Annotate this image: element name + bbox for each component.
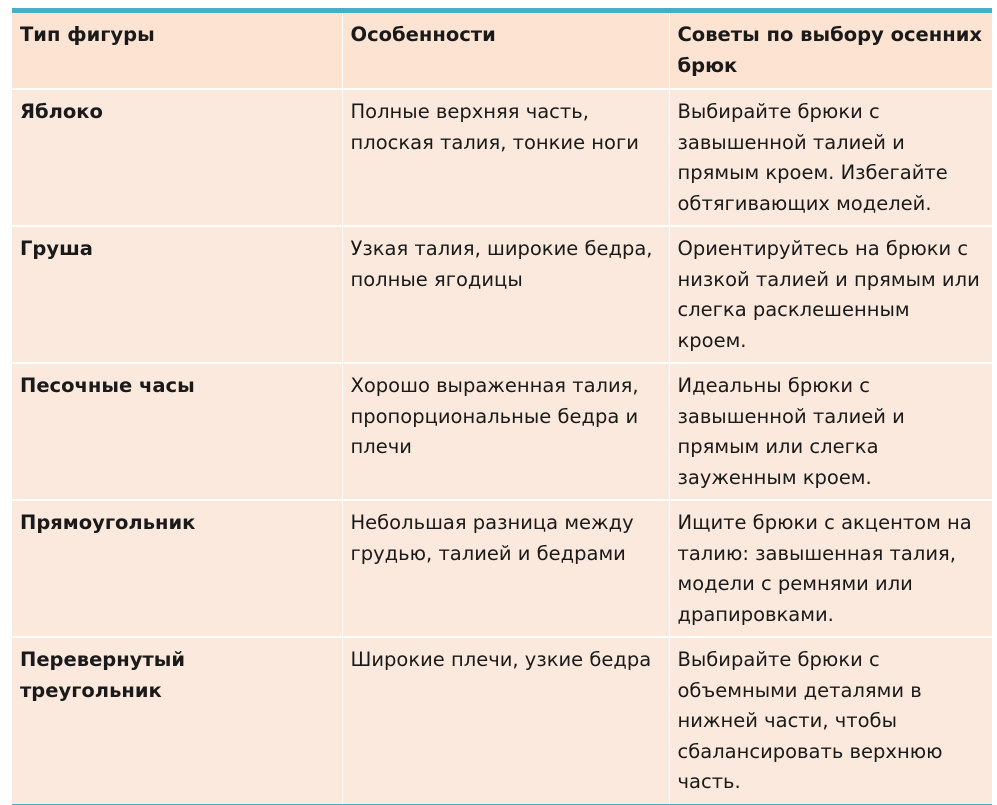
tips-cell: Выбирайте брюки с объемными деталями в нижней части, чтобы сбалансировать верхнюю часть. <box>669 637 992 804</box>
table-row <box>12 500 992 637</box>
tips-cell: Ищите брюки с акцентом на талию: завышенная талия, модели с ремнями или драпировками. <box>669 500 992 637</box>
header-features: Особенности <box>342 13 669 89</box>
figure-type-cell: Песочные часы <box>12 363 342 500</box>
features-cell: Полные верхняя часть, плоская талия, тонкие ноги <box>342 89 669 226</box>
table-header-row <box>12 13 992 89</box>
tips-cell: Идеальны брюки с завышенной талией и прямым или слегка зауженным кроем. <box>669 363 992 500</box>
features-cell: Хорошо выраженная талия, пропорциональные бедра и плечи <box>342 363 669 500</box>
header-figure-type: Тип фигуры <box>12 13 342 89</box>
figure-type-cell: Груша <box>12 226 342 363</box>
features-cell: Узкая талия, широкие бедра, полные ягодицы <box>342 226 669 363</box>
figure-type-cell: Яблоко <box>12 89 342 226</box>
figure-types-table-wrapper <box>12 8 992 805</box>
figure-type-cell: Прямоугольник <box>12 500 342 637</box>
tips-cell: Ориентируйтесь на брюки с низкой талией и прямым или слегка расклешенным кроем. <box>669 226 992 363</box>
tips-cell: Выбирайте брюки с завышенной талией и прямым кроем. Избегайте обтягивающих моделей. <box>669 89 992 226</box>
table-row <box>12 226 992 363</box>
features-cell: Широкие плечи, узкие бедра <box>342 637 669 804</box>
table-row <box>12 89 992 226</box>
figure-type-cell: Перевернутый треугольник <box>12 637 342 804</box>
table-row <box>12 363 992 500</box>
header-tips: Советы по выбору осенних брюк <box>669 13 992 89</box>
figure-types-table <box>12 13 992 804</box>
table-row <box>12 637 992 804</box>
features-cell: Небольшая разница между грудью, талией и бедрами <box>342 500 669 637</box>
